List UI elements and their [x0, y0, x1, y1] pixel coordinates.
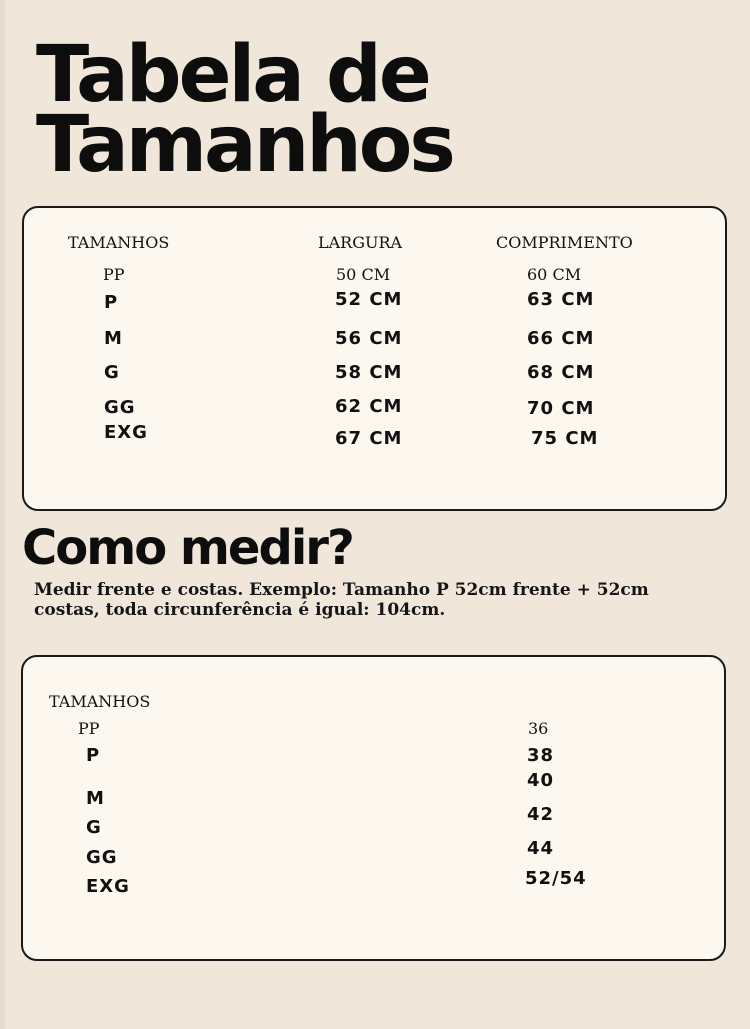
- table-row-size: P: [104, 292, 119, 313]
- list-item-size: PP: [78, 719, 100, 738]
- conversion-column-header: TAMANHOS: [49, 692, 151, 711]
- table-row-width: 58 CM: [335, 362, 403, 383]
- list-item-number: 42: [527, 804, 555, 825]
- table-row-size: EXG: [104, 422, 148, 443]
- list-item-size: G: [86, 817, 102, 838]
- table-row-width: 67 CM: [335, 428, 403, 449]
- width-column-header: LARGURA: [318, 233, 403, 252]
- list-item-number: 36: [528, 719, 549, 738]
- table-row-length: 66 CM: [527, 328, 595, 349]
- size-column-header: TAMANHOS: [68, 233, 170, 252]
- how-to-measure-text: [34, 580, 724, 620]
- list-item-size: EXG: [86, 876, 130, 897]
- title-line-2: Tamanhos: [36, 100, 453, 190]
- table-row-length: 75 CM: [531, 428, 599, 449]
- page-title: [36, 30, 453, 190]
- list-item-number: 44: [527, 838, 555, 859]
- page-edge: [0, 0, 5, 1029]
- table-row-length: 63 CM: [527, 289, 595, 310]
- length-column-header: COMPRIMENTO: [496, 233, 633, 252]
- table-row-size: GG: [104, 397, 136, 418]
- list-item-number: 40: [527, 770, 555, 791]
- how-to-measure-heading: Como medir?: [22, 520, 353, 576]
- list-item-size: GG: [86, 847, 118, 868]
- how-to-measure-line-2: costas, toda circunferência é igual: 104cm.: [34, 600, 446, 620]
- table-row-length: 60 CM: [527, 265, 582, 284]
- list-item-size: P: [86, 745, 101, 766]
- table-row-width: 52 CM: [335, 289, 403, 310]
- how-to-measure-line-1: Medir frente e costas. Exemplo: Tamanho P 52cm frente + 52cm: [34, 580, 649, 600]
- table-row-width: 56 CM: [335, 328, 403, 349]
- title-line-1: Tabela de: [36, 30, 429, 120]
- table-row-length: 68 CM: [527, 362, 595, 383]
- table-row-size: G: [104, 362, 120, 383]
- table-row-length: 70 CM: [527, 398, 595, 419]
- table-row-size: PP: [103, 265, 125, 284]
- list-item-size: M: [86, 788, 105, 809]
- list-item-number: 38: [527, 745, 555, 766]
- table-row-width: 62 CM: [335, 396, 403, 417]
- list-item-number: 52/54: [525, 868, 587, 889]
- table-row-size: M: [104, 328, 123, 349]
- table-row-width: 50 CM: [336, 265, 391, 284]
